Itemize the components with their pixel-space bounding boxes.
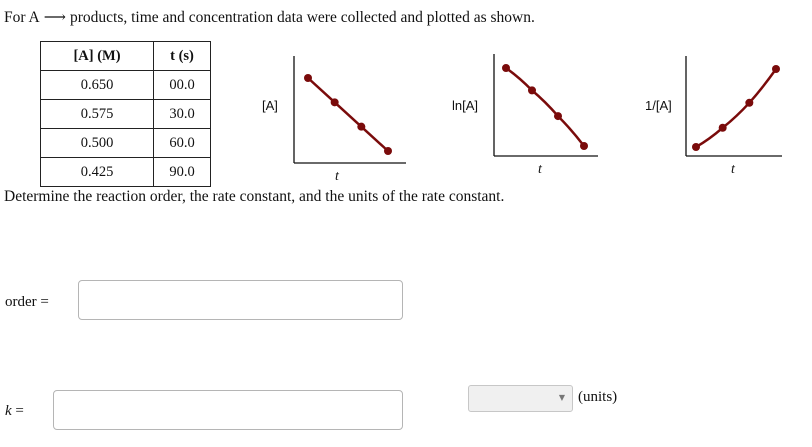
data-point	[304, 74, 312, 82]
units-select[interactable]	[468, 385, 573, 412]
chevron-down-icon: ▼	[558, 393, 565, 402]
graph-ln	[490, 50, 602, 160]
k-equals: =	[15, 403, 24, 419]
table-header-time: t (s)	[154, 42, 211, 71]
series-line	[506, 68, 584, 146]
series-line	[308, 78, 388, 151]
order-input[interactable]	[78, 280, 403, 320]
data-point	[554, 112, 562, 120]
graph-concentration-ylabel: [A]	[262, 98, 278, 113]
data-table	[40, 41, 211, 187]
graph-reciprocal-ylabel: 1/[A]	[645, 98, 672, 113]
data-point	[745, 99, 753, 107]
graph-concentration-xlabel: t	[335, 169, 339, 184]
table-cell-concentration: 0.650	[41, 71, 154, 100]
data-point	[772, 65, 780, 73]
data-point	[692, 143, 700, 151]
data-point	[502, 64, 510, 72]
table-cell-time: 30.0	[154, 100, 211, 129]
reaction-arrow: ⟶	[43, 9, 66, 26]
data-point	[384, 147, 392, 155]
series-line	[696, 69, 776, 147]
question-prefix: For A	[4, 9, 40, 26]
table-row	[41, 158, 211, 187]
graph-reciprocal-xlabel: t	[731, 162, 735, 177]
data-point	[528, 86, 536, 94]
rate-constant-input[interactable]	[53, 390, 403, 430]
table-row	[41, 129, 211, 158]
k-label	[5, 403, 24, 420]
units-label: (units)	[578, 389, 618, 405]
data-point	[719, 124, 727, 132]
table-cell-concentration: 0.425	[41, 158, 154, 187]
data-point	[580, 142, 588, 150]
question-suffix: products, time and concentration data were collected and plotted as shown.	[69, 9, 535, 26]
table-cell-time: 00.0	[154, 71, 211, 100]
table-cell-time: 90.0	[154, 158, 211, 187]
instructions: Determine the reaction order, the rate constant, and the units of the rate constant.	[4, 188, 505, 205]
table-cell-time: 60.0	[154, 129, 211, 158]
graph-concentration	[290, 52, 410, 168]
graph-ln-xlabel: t	[538, 162, 542, 177]
data-point	[357, 123, 365, 131]
k-symbol: k	[5, 403, 12, 419]
graph-ln-ylabel: ln[A]	[452, 98, 479, 113]
table-row	[41, 71, 211, 100]
question-text	[4, 8, 535, 27]
table-cell-concentration: 0.575	[41, 100, 154, 129]
order-label: order =	[5, 294, 49, 310]
graph-reciprocal	[682, 52, 786, 160]
table-header-concentration: [A] (M)	[41, 42, 154, 71]
data-point	[331, 98, 339, 106]
table-row	[41, 100, 211, 129]
table-cell-concentration: 0.500	[41, 129, 154, 158]
